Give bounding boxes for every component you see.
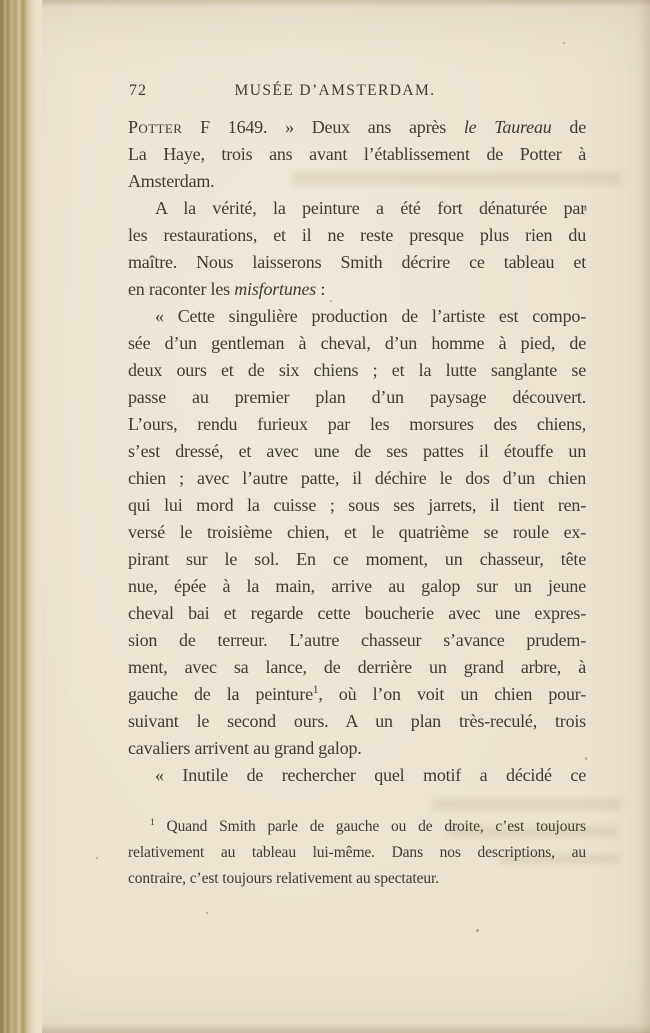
text-line: qui lui mord la cuisse ; sous ses jarrets, il tient ren- (128, 495, 586, 515)
text-line: deux ours et de six chiens ; et la lutte sanglante se (128, 360, 586, 380)
text-line: passe au premier plan d’un paysage découvert. (128, 387, 586, 407)
body-paragraph (128, 814, 586, 892)
foxing-speck (206, 912, 208, 914)
body-paragraph (128, 195, 586, 303)
footnote (128, 814, 586, 892)
text-line: maître. Nous laisserons Smith décrire ce tableau et (128, 252, 586, 272)
text-line: L’ours, rendu furieux par les morsures des chiens, (128, 414, 586, 434)
text-line: « Inutile de rechercher quel motif a décidé ce (155, 765, 586, 785)
text-line: Potter F 1649. » Deux ans après le Taureau de (128, 117, 586, 137)
text-line: sée d’un gentleman à cheval, d’un homme à pied, de (128, 333, 586, 353)
text-line: versé le troisième chien, et le quatrième se roule ex- (128, 522, 586, 542)
text-line: Amsterdam. (128, 171, 215, 191)
foxing-speck (476, 929, 479, 932)
book-gutter-edge (0, 0, 42, 1033)
body-text (128, 114, 586, 789)
running-title: MUSÉE D’AMSTERDAM. (234, 82, 436, 99)
text-line: La Haye, trois ans avant l’établissement de Potter à (128, 144, 586, 164)
text-line: gauche de la peinture$^1$, où l’on voit un chien pour- (128, 684, 586, 704)
text-block (128, 82, 586, 892)
text-line: suivant le second ours. A un plan très-reculé, trois (128, 711, 586, 731)
body-paragraph (128, 114, 586, 195)
body-paragraph (128, 303, 586, 762)
text-line: nue, épée à la main, arrive au galop sur un jeune (128, 576, 586, 596)
text-line: $^1$ Quand Smith parle de gauche ou de droite, c’est toujours (150, 816, 586, 835)
text-line: « Cette singulière production de l’artiste est compo- (155, 306, 586, 326)
text-line: les restaurations, et il ne reste presque plus rien du (128, 225, 586, 245)
foxing-speck (563, 42, 565, 44)
text-line: en raconter les misfortunes : (128, 279, 326, 299)
text-line: chien ; avec l’autre patte, il déchire le dos d’un chien (128, 468, 586, 488)
text-line: cheval bai et regarde cette boucherie avec une expres- (128, 603, 586, 623)
text-line: relativement au tableau lui-même. Dans nos descriptions, au (128, 844, 586, 861)
text-line: pirant sur le sol. En ce moment, un chasseur, tête (128, 549, 586, 569)
text-line: s’est dressé, et avec une de ses pattes il étouffe un (128, 441, 586, 461)
text-line: sion de terreur. L’autre chasseur s’avance prudem- (128, 630, 586, 650)
body-paragraph (128, 762, 586, 789)
text-line: cavaliers arrivent au grand galop. (128, 738, 362, 758)
foxing-speck (96, 857, 98, 859)
text-line: ment, avec sa lance, de derrière un grand arbre, à (128, 657, 586, 677)
text-line: A la vérité, la peinture a été fort dénaturée par (155, 198, 586, 218)
page-number: 72 (129, 82, 147, 99)
running-header (128, 82, 586, 106)
text-line: contraire, c’est toujours relativement au spectateur. (128, 870, 440, 887)
